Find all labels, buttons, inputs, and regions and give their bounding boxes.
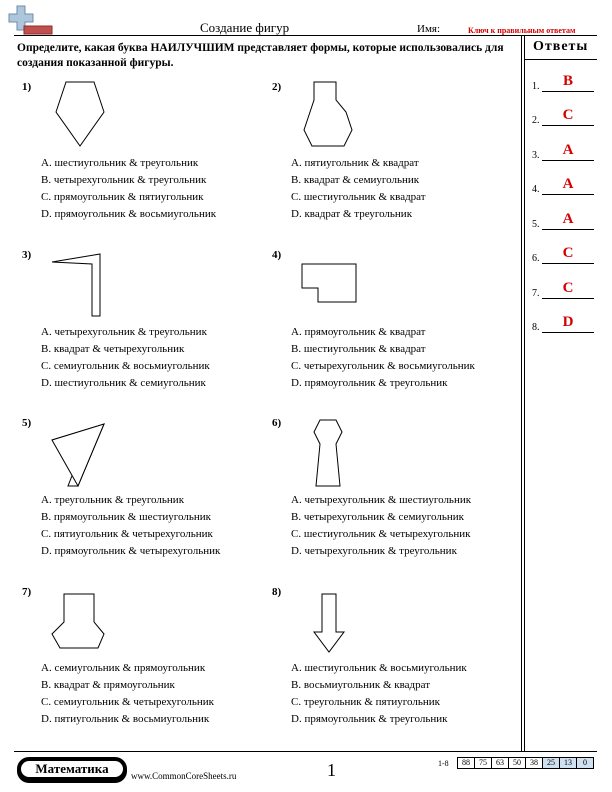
answers-heading: Ответы	[533, 39, 589, 54]
answer-line	[542, 298, 594, 299]
question-3-options	[41, 324, 210, 392]
option-c: C. треугольник & пятиугольник	[291, 696, 441, 708]
answer-column-divider-inner	[524, 35, 525, 751]
option-a: A. семиугольник & прямоугольник	[41, 662, 206, 674]
score-cell: 38	[525, 757, 543, 769]
figure-rectangle-square	[300, 262, 360, 306]
option-d: D. прямоугольник & восьмиугольник	[41, 208, 217, 220]
figure-triangles	[48, 418, 108, 490]
option-b: B. квадрат & семиугольник	[291, 174, 420, 186]
option-c: C. пятиугольник & четырехугольник	[41, 528, 213, 540]
option-c: C. семиугольник & восьмиугольник	[41, 360, 210, 372]
option-c: C. семиугольник & четырехугольник	[41, 696, 215, 708]
question-1-options	[41, 155, 216, 223]
option-b: B. четырехугольник & семиугольник	[291, 511, 465, 523]
option-a: A. треугольник & треугольник	[41, 494, 185, 506]
question-2-options	[291, 155, 426, 223]
score-range: 1-8	[438, 759, 449, 768]
answer-line	[542, 263, 594, 264]
answers-heading-underline	[525, 59, 597, 60]
option-c: C. прямоугольник & пятиугольник	[41, 191, 204, 203]
header-divider	[14, 35, 597, 36]
question-4-options	[291, 324, 475, 392]
instructions: Определите, какая буква НАИЛУЧШИМ представляет формы, которые использовались для создания показанной фигуры.	[17, 42, 504, 69]
option-b: B. квадрат & четырехугольник	[41, 343, 185, 355]
logo-icon	[8, 4, 54, 38]
option-a: A. четырехугольник & шестиугольник	[291, 494, 472, 506]
answer-line	[542, 91, 594, 92]
option-b: B. четырехугольник & треугольник	[41, 174, 207, 186]
question-5-options	[41, 492, 220, 560]
option-a: A. шестиугольник & восьмиугольник	[291, 662, 467, 674]
option-c: C. шестиугольник & четырехугольник	[291, 528, 471, 540]
option-d: D. квадрат & треугольник	[291, 208, 413, 220]
answer-number: 1.	[532, 81, 540, 92]
page-number: 1	[327, 760, 336, 780]
answer-value: A	[562, 211, 574, 227]
figure-pentagon	[50, 80, 110, 152]
option-b: B. прямоугольник & шестиугольник	[41, 511, 212, 523]
question-number: 3)	[22, 249, 32, 261]
score-cell: 50	[508, 757, 526, 769]
figure-heptagon-rectangle	[48, 592, 110, 654]
answer-value: D	[562, 314, 574, 330]
question-7-options	[41, 660, 214, 728]
answer-value: C	[562, 245, 574, 261]
answer-line	[542, 160, 594, 161]
answer-line	[542, 125, 594, 126]
option-d: D. прямоугольник & треугольник	[291, 377, 448, 389]
score-cell: 0	[576, 757, 594, 769]
subject-badge	[17, 757, 127, 783]
answer-value: C	[562, 280, 574, 296]
answer-value: A	[562, 142, 574, 158]
figure-square-heptagon	[300, 80, 356, 152]
answer-line	[542, 194, 594, 195]
answer-number: 2.	[532, 115, 540, 126]
option-a: A. шестиугольник & треугольник	[41, 157, 199, 169]
question-6-options	[291, 492, 471, 560]
score-cell: 13	[559, 757, 577, 769]
question-number: 1)	[22, 81, 32, 93]
answer-line	[542, 229, 594, 230]
question-8-options	[291, 660, 467, 728]
score-cell: 63	[491, 757, 509, 769]
option-d: D. четырехугольник & треугольник	[291, 545, 457, 557]
question-number: 2)	[272, 81, 282, 93]
option-d: D. пятиугольник & восьмиугольник	[41, 713, 210, 725]
option-a: A. четырехугольник & треугольник	[41, 326, 207, 338]
question-number: 4)	[272, 249, 282, 261]
answer-number: 3.	[532, 150, 540, 161]
subject-label: Математика	[21, 761, 123, 777]
option-d: D. прямоугольник & четырехугольник	[41, 545, 221, 557]
question-number: 5)	[22, 417, 32, 429]
footer-divider	[14, 751, 597, 752]
figure-hexagon-quad	[310, 418, 346, 490]
answer-number: 4.	[532, 184, 540, 195]
answer-number: 7.	[532, 288, 540, 299]
answer-value: C	[562, 107, 574, 123]
figure-arrow	[312, 590, 348, 656]
answer-number: 6.	[532, 253, 540, 264]
answer-key-label: Ключ к правильным ответам	[468, 26, 576, 35]
figure-bent-bar	[50, 252, 110, 320]
question-number: 6)	[272, 417, 282, 429]
answer-number: 8.	[532, 322, 540, 333]
answer-line	[542, 332, 594, 333]
option-a: A. прямоугольник & квадрат	[291, 326, 426, 338]
option-d: D. шестиугольник & семиугольник	[41, 377, 206, 389]
option-d: D. прямоугольник & треугольник	[291, 713, 448, 725]
score-cell: 25	[542, 757, 560, 769]
answer-value: A	[562, 176, 574, 192]
option-a: A. пятиугольник & квадрат	[291, 157, 419, 169]
score-cell: 75	[474, 757, 492, 769]
score-cell: 88	[457, 757, 475, 769]
option-c: C. четырехугольник & восьмиугольник	[291, 360, 475, 372]
option-c: C. шестиугольник & квадрат	[291, 191, 426, 203]
answer-value: B	[562, 73, 573, 89]
answer-column-divider	[521, 35, 522, 751]
page-title: Создание фигур	[200, 20, 290, 35]
name-label: Имя:	[417, 23, 441, 35]
option-b: B. восьмиугольник & квадрат	[291, 679, 431, 691]
option-b: B. квадрат & прямоугольник	[41, 679, 175, 691]
question-number: 7)	[22, 586, 32, 598]
answer-number: 5.	[532, 219, 540, 230]
question-number: 8)	[272, 586, 282, 598]
option-b: B. шестиугольник & квадрат	[291, 343, 426, 355]
site-url: www.CommonCoreSheets.ru	[131, 771, 237, 781]
